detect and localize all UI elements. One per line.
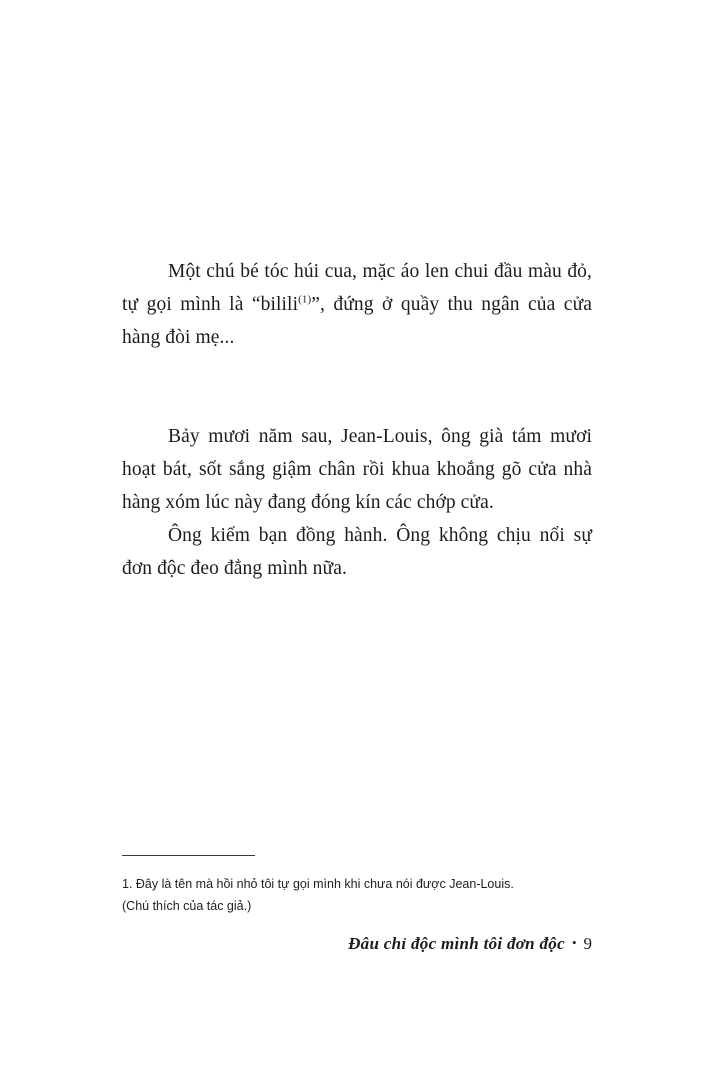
footnote-marker-1: (1) bbox=[298, 293, 312, 306]
footnote-separator-rule bbox=[122, 855, 255, 856]
paragraph-spacer bbox=[122, 354, 592, 387]
paragraph-1-text-before: Một chú bé tóc húi cua, mặc áo len chui đầu màu đỏ, tự gọi mình là “bilili bbox=[122, 261, 592, 315]
paragraph-2: Bảy mươi năm sau, Jean-Louis, ông già tám mươi hoạt bát, sốt sắng giậm chân rồi khua khoắng gõ cửa nhà hàng xóm lúc này đang đóng kín các chớp cửa. bbox=[122, 426, 592, 513]
footer-separator: • bbox=[571, 935, 577, 950]
page-body-text bbox=[122, 255, 592, 585]
paragraph-3: Ông kiếm bạn đồng hành. Ông không chịu nổi sự đơn độc đeo đẳng mình nữa. bbox=[122, 525, 592, 579]
running-head-title: Đâu chỉ độc mình tôi đơn độc bbox=[348, 934, 565, 953]
paragraph-1-text-after: ”, đứng ở quầy thu ngân của cửa hàng đòi mẹ... bbox=[122, 294, 592, 348]
paragraph-spacer-2 bbox=[122, 387, 592, 420]
paragraph-1 bbox=[122, 255, 592, 354]
footnote-line-2: (Chú thích của tác giả.) bbox=[122, 899, 252, 913]
footnote-area bbox=[122, 855, 592, 917]
footnote-line-1: 1. Đây là tên mà hồi nhỏ tôi tự gọi mình khi chưa nói được Jean-Louis. bbox=[122, 877, 514, 891]
page-number: 9 bbox=[583, 934, 592, 953]
page-footer bbox=[122, 930, 592, 957]
